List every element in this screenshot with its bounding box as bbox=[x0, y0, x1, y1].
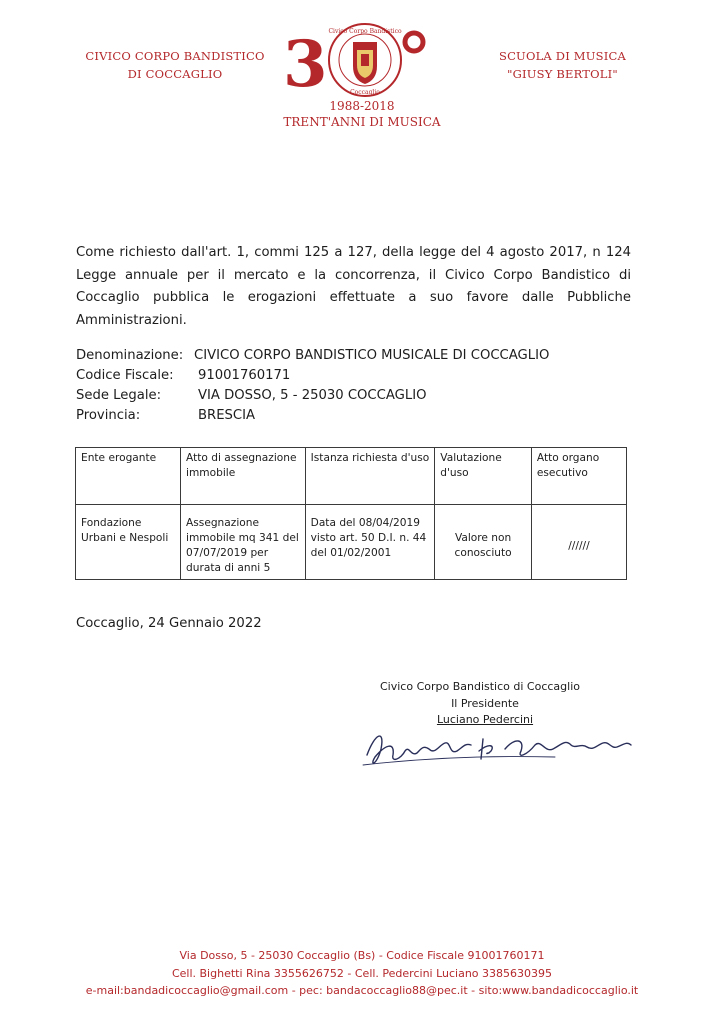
info-value: CIVICO CORPO BANDISTICO MUSICALE DI COCCAGLIO bbox=[194, 348, 550, 363]
info-value: BRESCIA bbox=[198, 408, 256, 423]
anniversary-logo bbox=[283, 20, 433, 100]
table-header-cell: Atto organo esecutivo bbox=[531, 448, 626, 505]
table-row bbox=[76, 505, 627, 580]
table-header-cell: Atto di assegnazione immobile bbox=[181, 448, 306, 505]
footer-contacts bbox=[40, 947, 684, 1000]
intro-paragraph: Come richiesto dall'art. 1, commi 125 a 127, della legge del 4 agosto 2017, n 124 Legge annuale per il mercato e la concorrenza, il Civico Corpo Bandistico di Coccaglio pubblica le erogazioni effettuate a suo favore dalle Pubbliche Amministrazioni. bbox=[76, 245, 631, 328]
info-value: VIA DOSSO, 5 - 25030 COCCAGLIO bbox=[198, 388, 427, 403]
info-label: Codice Fiscale: bbox=[76, 368, 174, 383]
grants-table bbox=[75, 447, 627, 580]
table-header-row bbox=[76, 448, 627, 505]
svg-text:Civico Corpo Bandistico: Civico Corpo Bandistico bbox=[328, 28, 402, 35]
footer-address: Via Dosso, 5 - 25030 Coccaglio (Bs) - Codice Fiscale 91001760171 bbox=[179, 949, 545, 962]
svg-text:3: 3 bbox=[283, 27, 328, 100]
table-cell: Assegnazione immobile mq 341 del 07/07/2019 per durata di anni 5 bbox=[181, 505, 306, 580]
table-cell: ////// bbox=[531, 505, 626, 580]
header-right-line1: SCUOLA DI MUSICA bbox=[498, 49, 626, 63]
info-label: Sede Legale: bbox=[76, 388, 162, 403]
footer-email-web: e-mail:bandadicoccaglio@gmail.com - pec: bandacoccaglio88@pec.it - sito:www.bandadicoccaglio.it bbox=[85, 984, 639, 997]
footer-phones: Cell. Bighetti Rina 3355626752 - Cell. Pedercini Luciano 3385630395 bbox=[171, 966, 553, 980]
info-label: Denominazione: bbox=[76, 348, 184, 363]
header-left-org bbox=[80, 47, 270, 83]
document-date: Coccaglio, 24 Gennaio 2022 bbox=[76, 616, 262, 631]
signature-role: Il Presidente bbox=[451, 696, 519, 710]
signature-name: Luciano Pedercini bbox=[436, 713, 534, 726]
table-cell: Valore non conosciuto bbox=[435, 505, 532, 580]
info-label: Provincia: bbox=[76, 408, 141, 423]
handwritten-signature bbox=[355, 715, 645, 775]
years-range: 1988-2018 bbox=[329, 99, 395, 113]
header-right-line2: "GIUSY BERTOLI" bbox=[507, 67, 618, 81]
years-tagline: TRENT'ANNI DI MUSICA bbox=[283, 115, 441, 129]
svg-text:Coccaglio: Coccaglio bbox=[350, 89, 380, 96]
header-left-line1: CIVICO CORPO BANDISTICO bbox=[85, 49, 265, 63]
table-header-cell: Valutazione d'uso bbox=[435, 448, 532, 505]
header-right-school bbox=[460, 47, 665, 83]
header-left-line2: DI COCCAGLIO bbox=[127, 67, 223, 81]
table-cell: Fondazione Urbani e Nespoli bbox=[76, 505, 181, 580]
table-cell: Data del 08/04/2019 visto art. 50 D.I. n. 44 del 01/02/2001 bbox=[305, 505, 435, 580]
info-value: 91001760171 bbox=[198, 368, 291, 383]
table-header-cell: Istanza richiesta d'uso bbox=[305, 448, 435, 505]
anniversary-years bbox=[282, 98, 442, 130]
signature-org: Civico Corpo Bandistico di Coccaglio bbox=[380, 680, 580, 693]
table-header-cell: Ente erogante bbox=[76, 448, 181, 505]
